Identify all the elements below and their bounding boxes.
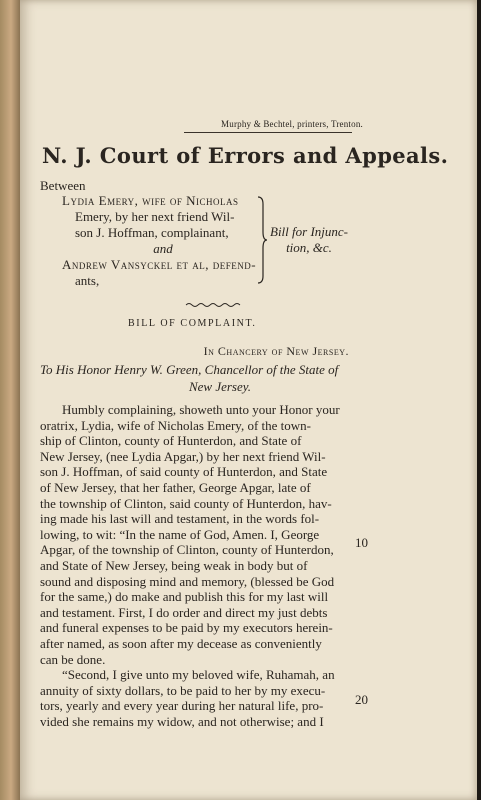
text-line: and State of New Jersey, being weak in body but of	[40, 557, 308, 573]
complaint-title: BILL OF COMPLAINT.	[128, 318, 257, 329]
ornament-divider	[185, 296, 241, 314]
text-line: vided she remains my widow, and not otherwise; and I	[40, 713, 324, 729]
bill-type-line: Bill for Injunc-	[270, 224, 348, 239]
party-line: ants,	[75, 273, 100, 288]
text-line: Apgar, of the township of Clinton, county of Hunterdon,	[40, 542, 334, 558]
text-line: and funeral expenses to be paid by my executors herein-	[40, 620, 333, 636]
text-line: New Jersey, (nee Lydia Apgar,) by her next friend Wil-	[40, 448, 326, 464]
address-block	[40, 361, 352, 395]
text-line: of New Jersey, that her father, George Apgar, late of	[40, 479, 311, 495]
between-label: Between	[40, 178, 86, 193]
page-edge	[477, 0, 481, 800]
text-line: annuity of sixty dollars, to be paid to her by my execu-	[40, 682, 326, 698]
address-line: To His Honor Henry W. Green, Chancellor of the State of	[40, 362, 339, 377]
printer-imprint: Murphy & Bechtel, printers, Trenton.	[221, 119, 363, 129]
text-line: ing made his last will and testament, in the words fol-	[40, 511, 320, 527]
text-line: lowing, to wit: “In the name of God, Amen. I, George	[40, 526, 320, 542]
body-text	[40, 402, 352, 729]
text-line: sound and disposing mind and memory, (blessed be God	[40, 573, 335, 589]
party-line: Andrew Vansyckel et al, defend-	[62, 257, 257, 272]
text-line: oratrix, Lydia, wife of Nicholas Emery, of the town-	[40, 417, 311, 433]
text-line: and testament. First, I do order and direct my just debts	[40, 604, 328, 620]
party-and: and	[153, 241, 173, 256]
bill-type-line: tion, &c.	[286, 240, 332, 255]
parties-block	[62, 193, 264, 289]
chancery-heading: In Chancery of New Jersey.	[203, 344, 349, 358]
text-line: for the same,) do make and publish this for my last will	[40, 589, 329, 605]
text-line: tors, yearly and every year during her natural life, pro-	[40, 698, 324, 714]
party-line: Lydia Emery, wife of Nicholas	[62, 193, 239, 208]
text-line: after named, as soon after my decease as conveniently	[40, 635, 322, 651]
line-number: 10	[355, 535, 368, 550]
court-title: N. J. Court of Errors and Appeals.	[42, 143, 449, 168]
text-line: Humbly complaining, showeth unto your Honor your	[62, 402, 340, 417]
address-line: New Jersey.	[188, 379, 252, 394]
adjacent-page-edge	[0, 0, 20, 800]
bill-type	[270, 224, 348, 256]
header-rule	[184, 132, 352, 133]
text-line: “Second, I give unto my beloved wife, Ruhamah, an	[62, 667, 335, 683]
party-line: son J. Hoffman, complainant,	[75, 225, 229, 240]
party-line: Emery, by her next friend Wil-	[75, 209, 235, 224]
text-line: the township of Clinton, said county of Hunterdon, hav-	[40, 495, 332, 511]
text-line: son J. Hoffman, of said county of Hunterdon, and State	[40, 464, 328, 480]
text-line: can be done.	[40, 651, 106, 667]
line-number: 20	[355, 692, 368, 707]
text-line: ship of Clinton, county of Hunterdon, and State of	[40, 433, 302, 449]
